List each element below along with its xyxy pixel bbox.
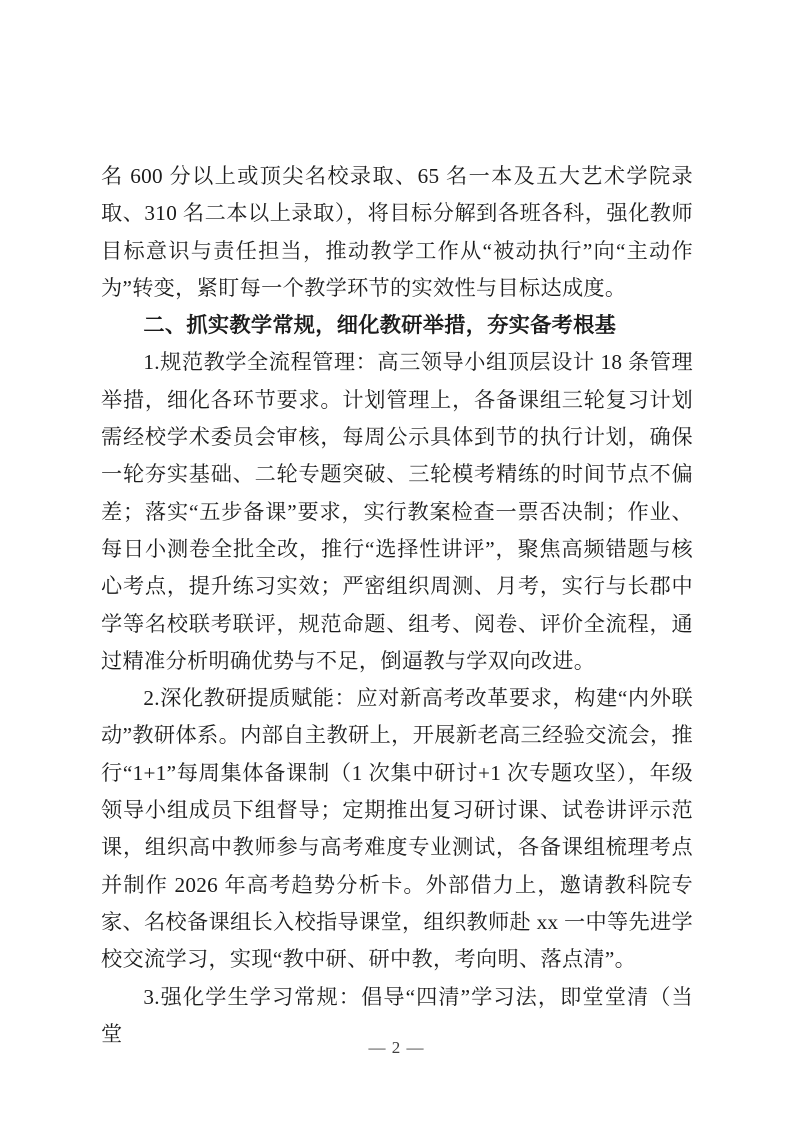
section-heading: 二、抓实教学常规，细化教研举措，夯实备考根基 xyxy=(143,314,617,338)
paragraph-item-1: 1.规范教学全流程管理：高三领导小组顶层设计 18 条管理举措，细化各环节要求。计划管理上，各备课组三轮复习计划需经校学术委员会审核，每周公示具体到节的执行计划，确保一轮夯实基础、二轮专题突破、三轮模考精练的时间节点不偏差；落实“五步备课”要求，实行教案检查一票否决制；作业、每日小测卷全批全改，推行“选择性讲评”，聚焦高频错题与核心考点，提升练习实效；严密组织周测、月考，实行与长郡中学等名校联考联评，规范命题、组考、阅卷、评价全流程，通过精准分析明确优势与不足，倒逼教与学双向改进。 xyxy=(101,350,693,673)
document-body xyxy=(101,158,693,1053)
paragraph-continuation: 名 600 分以上或顶尖名校录取、65 名一本及五大艺术学院录取、310 名二本以上录取），将目标分解到各班各科，强化教师目标意识与责任担当，推动教学工作从“被动执行”向“主动作为”转变，紧盯每一个教学环节的实效性与目标达成度。 xyxy=(101,164,693,300)
paragraph-item-2: 2.深化教研提质赋能：应对新高考改革要求，构建“内外联动”教研体系。内部自主教研上，开展新老高三经验交流会，推行“1+1”每周集体备课制（1 次集中研讨+1 次专题攻坚），年级领导小组成员下组督导；定期推出复习研讨课、试卷讲评示范课，组织高中教师参与高考难度专业测试，各备课组梳理考点并制作 2026 年高考趋势分析卡。外部借力上，邀请教科院专家、名校备课组长入校指导课堂，组织教师赴 xx 一中等先进学校交流学习，实现“教中研、研中教，考向明、落点清”。 xyxy=(101,686,693,972)
page-number: — 2 — xyxy=(368,1038,425,1057)
paragraph-item-3-partial: 3.强化学生学习常规：倡导“四清”学习法，即堂堂清（当堂 xyxy=(101,984,693,1046)
